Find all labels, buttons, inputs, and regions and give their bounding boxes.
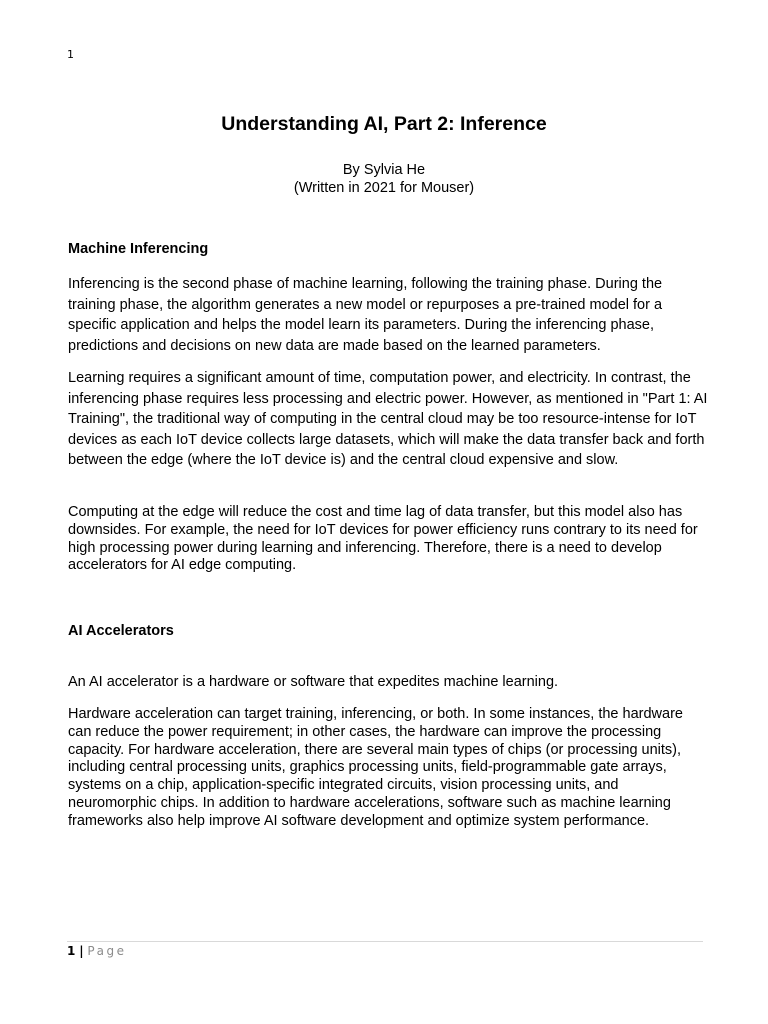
section-heading-ai-accelerators: AI Accelerators xyxy=(68,623,174,639)
section-heading-machine-inferencing: Machine Inferencing xyxy=(68,241,209,257)
paragraph-accelerator-definition: An AI accelerator is a hardware or software that expedites machine learning. xyxy=(68,674,559,690)
document-title: Understanding AI, Part 2: Inference xyxy=(221,113,547,135)
paragraph-edge-computing: Computing at the edge will reduce the cost and time lag of data transfer, but this model also has downsides. For example, the need for IoT devices for power efficiency runs contrary to its need for high processing power during learning and inferencing. Therefore, there is a need to develop accelerators for AI edge computing. xyxy=(68,504,698,574)
header-page-number: 1 xyxy=(67,48,74,61)
byline-block xyxy=(0,161,768,197)
footer-page-number: 1 xyxy=(67,944,76,958)
page-footer xyxy=(67,944,126,958)
footer-divider xyxy=(67,941,703,942)
author-byline: By Sylvia He xyxy=(342,162,426,178)
footer-page-label: Page xyxy=(87,944,127,958)
paragraph-learning-requirements: Learning requires a significant amount of time, computation power, and electricity. In contrast, the inferencing phase requires less processing and electric power. However, as mentioned in "Part 1: AI Training", the traditional way of computing in the central cloud may be too resource-intense for IoT devices as each IoT device collects large datasets, which will make the data transfer back and forth between the edge (where the IoT device is) and the central cloud expensive and slow. xyxy=(68,370,708,469)
paragraph-inferencing-intro: Inferencing is the second phase of machine learning, following the training phase. During the training phase, the algorithm generates a new model or repurposes a pre-trained model for a specific application and helps the model learn its parameters. During the inferencing phase, predictions and decisions on new data are made based on the learned parameters. xyxy=(68,276,663,354)
written-note: (Written in 2021 for Mouser) xyxy=(293,180,475,196)
footer-separator: | xyxy=(79,944,84,958)
paragraph-hardware-acceleration: Hardware acceleration can target training, inferencing, or both. In some instances, the hardware can reduce the power requirement; in other cases, the hardware can improve the processing capacity. For hardware acceleration, there are several main types of chips (or processing units), including central processing units, graphics processing units, field-programmable gate arrays, systems on a chip, application-specific integrated circuits, vision processing units, and neuromorphic chips. In addition to hardware accelerations, software such as machine learning frameworks also help improve AI software development and optimize system performance. xyxy=(68,706,683,829)
